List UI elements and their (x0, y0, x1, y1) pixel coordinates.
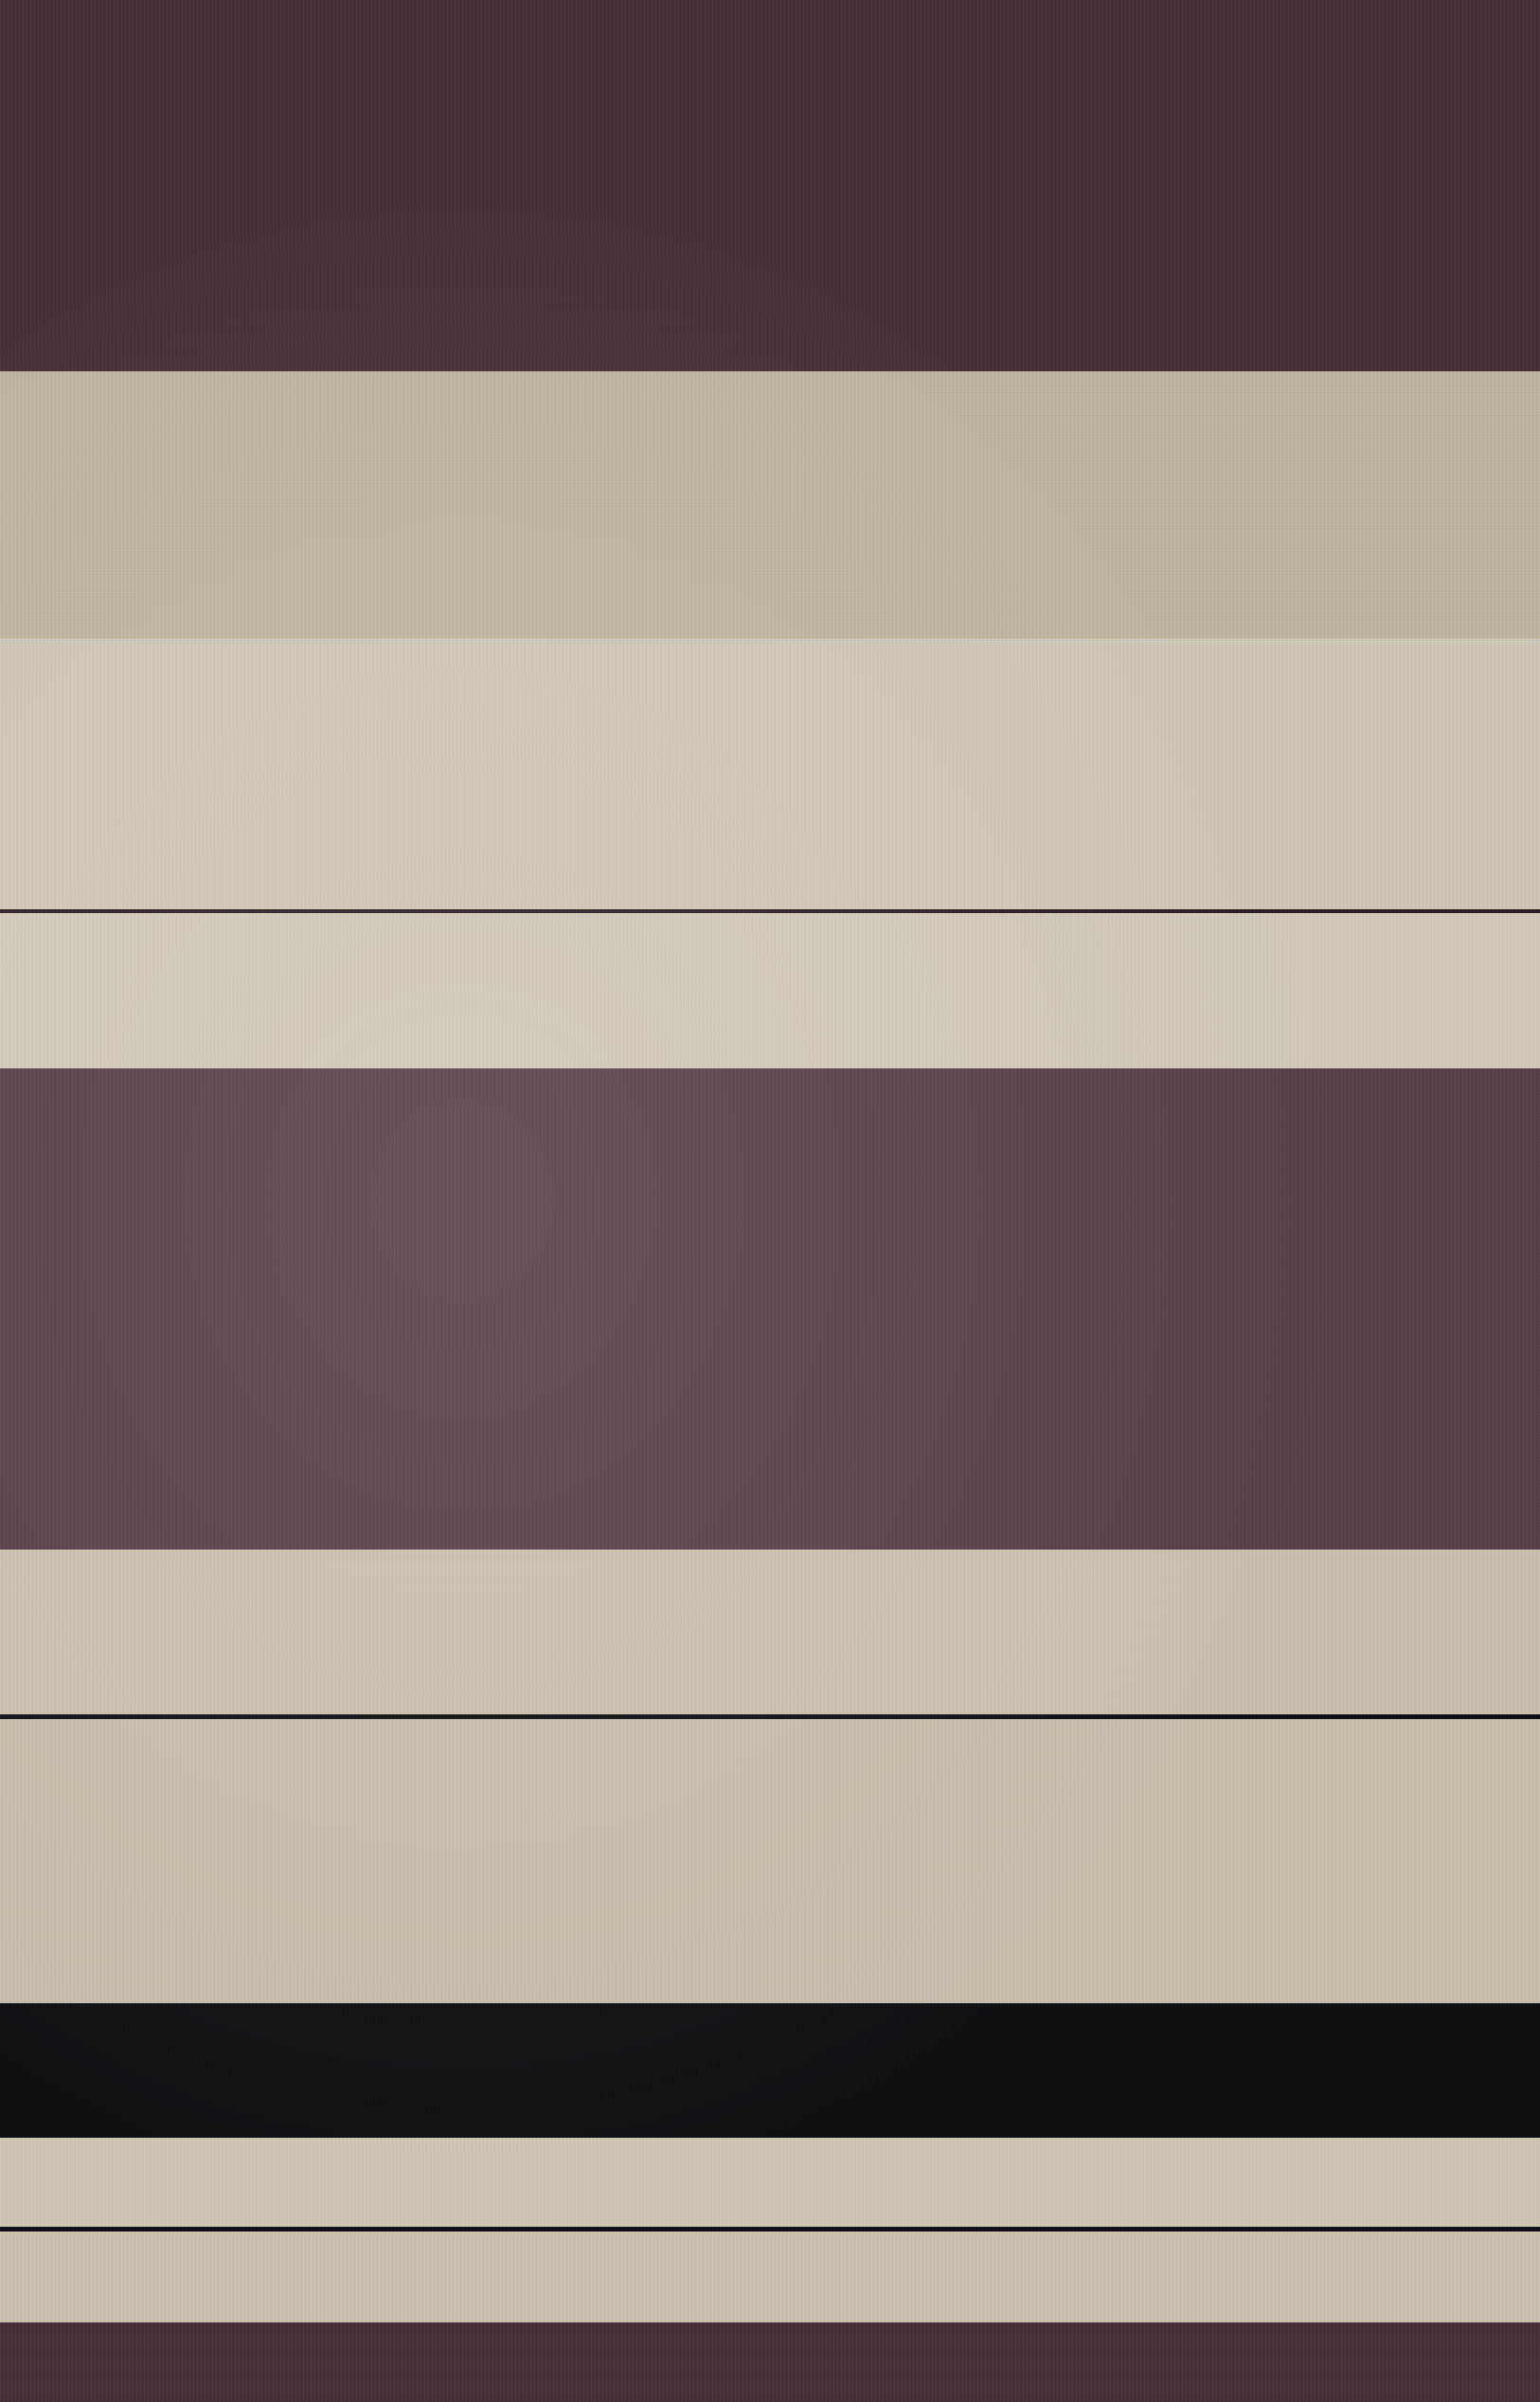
stripe-taupe (0, 371, 1540, 638)
stripe-mauve-plum (0, 1068, 1540, 1550)
stripe-beige-lower (0, 1719, 1540, 2003)
stripe-beige-bottom (0, 2232, 1540, 2322)
stripe-dark-plum-bottom (0, 2322, 1540, 2402)
stripe-cream (0, 913, 1540, 1068)
stripe-dark-plum-top (0, 0, 1540, 371)
stripe-beige (0, 1550, 1540, 1714)
stripe-light-beige (0, 638, 1540, 909)
stripe-cream-lower (0, 2138, 1540, 2227)
stripe-black-wide (0, 2003, 1540, 2138)
